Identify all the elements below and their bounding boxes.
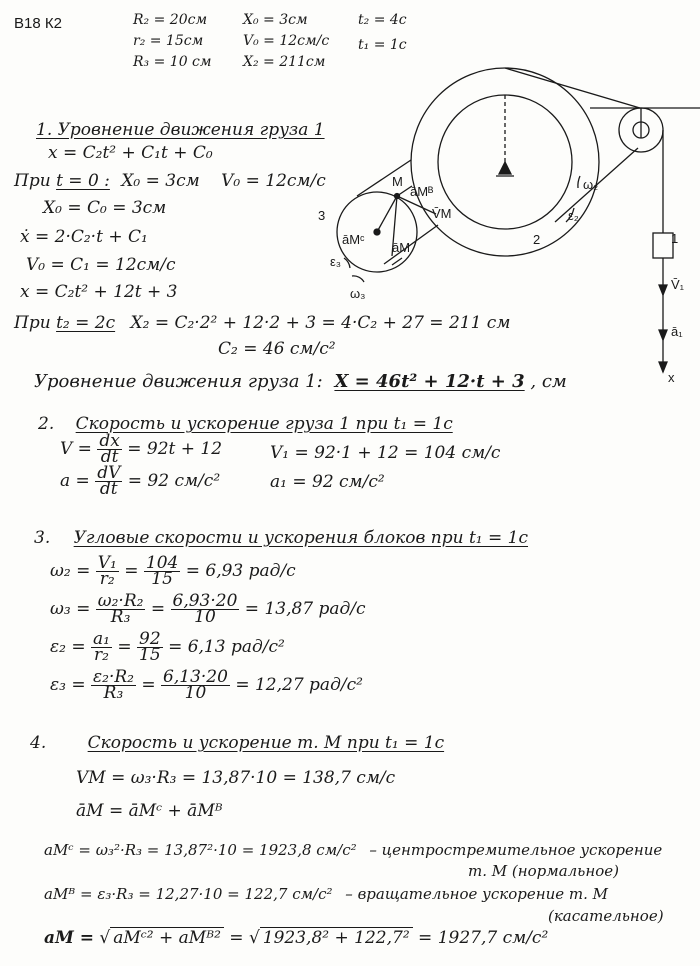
label-body-1: 1	[671, 231, 679, 246]
section2-velocity-lhs: V =	[60, 439, 92, 459]
section3-omega3-rhs: = 13,87 рад/с	[244, 599, 366, 619]
section2-velocity-rhs: = 92t + 12	[127, 439, 223, 459]
section3-epsilon2-frac1	[91, 629, 112, 665]
section3-epsilon3-num1: ε₂·R₂	[93, 667, 134, 687]
section3-epsilon3: ε₃ = $\frac{\text{ε₂·R₂}}{\text{R₃}}$ = $\frac{6,13\cdot 20}{10}$ = 12,27 рад/с²	[50, 667, 363, 703]
section1-c2: C₂ = 46 см/с²	[218, 339, 336, 359]
label-body-3: 3	[318, 208, 326, 223]
section2-velocity-fraction	[97, 431, 121, 467]
section1-c1: V₀ = C₁ = 12см/с	[26, 255, 176, 275]
label-omega3: ω₃	[350, 286, 366, 301]
section3-heading-line	[34, 528, 528, 548]
section4-heading-number: 4.	[30, 733, 47, 753]
section4-total-root2: 1923,8² + 122,7²	[260, 927, 413, 948]
section1-t2-line	[14, 313, 510, 333]
section1-result-unit: , см	[530, 371, 567, 392]
section4-amb-note2: (касательное)	[548, 907, 664, 925]
section3-epsilon3-lhs: ε₃ =	[50, 675, 86, 695]
eps3-arc	[344, 258, 350, 268]
section1-derivative: ẋ = 2·C₂·t + C₁	[20, 227, 148, 247]
section4-amc-equation: aМᶜ = ω₃²·R₃ = 13,87²·10 = 1923,8 см/с²	[44, 841, 357, 859]
omega2-arc	[578, 176, 580, 188]
section3-omega3-frac1	[96, 591, 146, 627]
given-r2: r₂ = 15см	[133, 33, 204, 49]
section3-epsilon2-rhs: = 6,13 рад/с²	[168, 637, 285, 657]
section2-acceleration-fraction	[95, 463, 122, 499]
section4-tangential	[44, 884, 608, 904]
given-x2: X₂ = 211см	[243, 54, 326, 70]
label-a1: ā₁	[671, 324, 683, 339]
section4-amc-note: – центростремительное ускорение	[369, 841, 663, 859]
given-t1: t₁ = 1с	[358, 37, 407, 53]
given-R3: R₃ = 10 см	[133, 54, 212, 70]
variant-label: В18 К2	[14, 15, 62, 32]
section1-initial-conditions	[14, 171, 326, 191]
section3-epsilon2: ε₂ = $\frac{\text{a₁}}{\text{r₂}}$ = $\frac{92}{15}$ = 6,13 рад/с²	[50, 629, 285, 665]
section3-omega3-den2: 10	[194, 607, 216, 627]
section1-initial-x0: X₀ = 3см	[121, 171, 200, 191]
section3-omega3-lhs: ω₃ =	[50, 599, 91, 619]
given-v0: V₀ = 12см/с	[243, 33, 330, 49]
section4-amc-note2: т. М (нормальное)	[468, 862, 619, 880]
section3-epsilon2-den2: 15	[139, 645, 161, 665]
section3-omega2-den1: r₂	[99, 569, 115, 589]
section1-t2-prefix: При	[14, 313, 51, 333]
label-omega2: ω₂	[583, 177, 599, 192]
section4-amb-note: – вращательное ускорение т. М	[345, 885, 609, 903]
section4-centripetal	[44, 840, 662, 860]
section2-velocity-den: dt	[100, 447, 119, 467]
label-am: āМ	[392, 240, 411, 255]
label-point-m: M	[392, 174, 403, 189]
label-amb: āМᴮ	[410, 184, 434, 199]
section3-omega3-den1: R₃	[110, 607, 131, 627]
section1-result	[34, 372, 567, 392]
section2-heading: Скорость и ускорение груза 1 при t₁ = 1с	[75, 414, 453, 434]
section3-omega3: ω₃ = $\frac{\text{ω₂·R₂}}{\text{R₃}}$ = $\frac{6,93\cdot 20}{10}$ = 13,87 рад/с	[50, 591, 366, 627]
section1-t2-equation: X₂ = C₂·2² + 12·2 + 3 = 4·C₂ + 27 = 211 см	[130, 313, 511, 333]
section1-result-label: Уровнение движения груза 1:	[34, 371, 323, 392]
section2-velocity-num: dx	[99, 431, 120, 451]
load-1-box	[653, 233, 673, 258]
label-v1: V̄₁	[671, 277, 685, 292]
label-vm: V̄М	[432, 206, 452, 221]
section3-omega3-num2: 6,93·20	[172, 591, 238, 611]
given-x0: X₀ = 3см	[243, 12, 308, 28]
section3-heading: Угловые скорости и ускорения блоков при t₁ = 1с	[73, 528, 529, 548]
section3-epsilon3-frac2	[161, 667, 230, 703]
section4-total-rhs: = 1927,7 см/с²	[418, 928, 549, 948]
section2-acceleration	[60, 463, 221, 499]
a1-arrow	[659, 330, 667, 340]
given-R2: R₂ = 20см	[133, 12, 208, 28]
section3-omega3-frac2	[171, 591, 240, 627]
section1-result-equation: X = 46t² + 12·t + 3	[334, 371, 525, 392]
section3-epsilon3-frac1	[91, 667, 136, 703]
section2-v1: V₁ = 92·1 + 12 = 104 см/с	[270, 443, 501, 463]
section4-total-eq: =	[229, 928, 244, 948]
section4-total: aМ = √ aМᶜ² + aМᴮ² = √ 1923,8² + 122,7² = 1927,7 см/с²	[44, 928, 549, 948]
label-axis-x: x	[668, 370, 675, 385]
label-eps3: ε₃	[330, 254, 342, 269]
string-upper	[505, 68, 640, 108]
given-t2: t₂ = 4с	[358, 12, 407, 28]
section3-epsilon3-num2: 6,13·20	[163, 667, 228, 687]
section4-amb-equation: aМᴮ = ε₃·R₃ = 12,27·10 = 122,7 см/с²	[44, 885, 333, 903]
section4-vm: VМ = ω₃·R₃ = 13,87·10 = 138,7 см/с	[76, 768, 396, 788]
section1-general-equation: x = C₂t² + C₁t + C₀	[48, 143, 213, 163]
section2-acceleration-num: dV	[97, 463, 121, 483]
section3-epsilon2-num2: 92	[139, 629, 161, 649]
section1-equation-c: x = C₂t² + 12t + 3	[20, 282, 178, 302]
section3-omega2-den2: 15	[151, 569, 173, 589]
section3-epsilon3-den2: 10	[184, 683, 207, 703]
section3-heading-number: 3.	[34, 528, 51, 548]
section2-velocity	[60, 431, 223, 467]
section1-initial-t: t = 0 :	[56, 171, 110, 191]
label-eps2: ε₂	[568, 208, 579, 223]
omega3-arc	[352, 276, 364, 282]
section3-epsilon3-rhs: = 12,27 рад/с²	[235, 675, 363, 695]
section1-t2-value: t₂ = 2с	[56, 313, 116, 333]
section3-omega2-num1: V₁	[97, 553, 117, 573]
section2-acceleration-den: dt	[99, 479, 118, 499]
section2-acceleration-lhs: a =	[60, 471, 90, 491]
section4-am-vector: āМ = āМᶜ + āМᴮ	[76, 801, 223, 821]
section3-epsilon3-den1: R₃	[103, 683, 124, 703]
section4-total-root1: aМᶜ² + aМᴮ²	[110, 927, 224, 948]
label-body-2: 2	[533, 232, 541, 247]
section1-initial-v0: V₀ = 12см/с	[221, 171, 326, 191]
section1-c0: X₀ = C₀ = 3см	[43, 198, 167, 218]
section2-acceleration-rhs: = 92 см/с²	[127, 471, 221, 491]
belt-upper	[357, 160, 411, 196]
v1-arrow	[659, 285, 667, 295]
section4-total-lhs: aМ =	[44, 928, 94, 948]
section3-omega2-frac2	[144, 553, 180, 589]
section1-heading: 1. Уровнение движения груза 1	[36, 120, 325, 140]
section1-initial-prefix: При	[14, 171, 51, 191]
section3-omega2-lhs: ω₂ =	[50, 561, 91, 581]
x-axis-arrow	[659, 362, 667, 372]
section4-heading: Скорость и ускорение т. М при t₁ = 1с	[87, 733, 445, 753]
section3-epsilon2-den1: r₂	[94, 645, 109, 665]
block-2-axle	[499, 162, 511, 174]
section3-omega2: ω₂ = $\frac{\text{V₁}}{\text{r₂}}$ = $\frac{104}{15}$ = 6,93 рад/с	[50, 553, 296, 589]
section3-epsilon2-lhs: ε₂ =	[50, 637, 86, 657]
section3-omega2-num2: 104	[145, 553, 179, 573]
section2-heading-number: 2.	[38, 414, 55, 434]
section3-omega2-frac1	[96, 553, 119, 589]
label-amc: āМᶜ	[342, 232, 365, 247]
section2-a1: a₁ = 92 см/с²	[270, 472, 385, 492]
section3-omega2-rhs: = 6,93 рад/с	[185, 561, 296, 581]
section3-omega3-num1: ω₂·R₂	[97, 591, 144, 611]
section3-epsilon2-num1: a₁	[93, 629, 110, 649]
section4-heading-line	[30, 733, 444, 753]
section3-epsilon2-frac2	[137, 629, 163, 665]
